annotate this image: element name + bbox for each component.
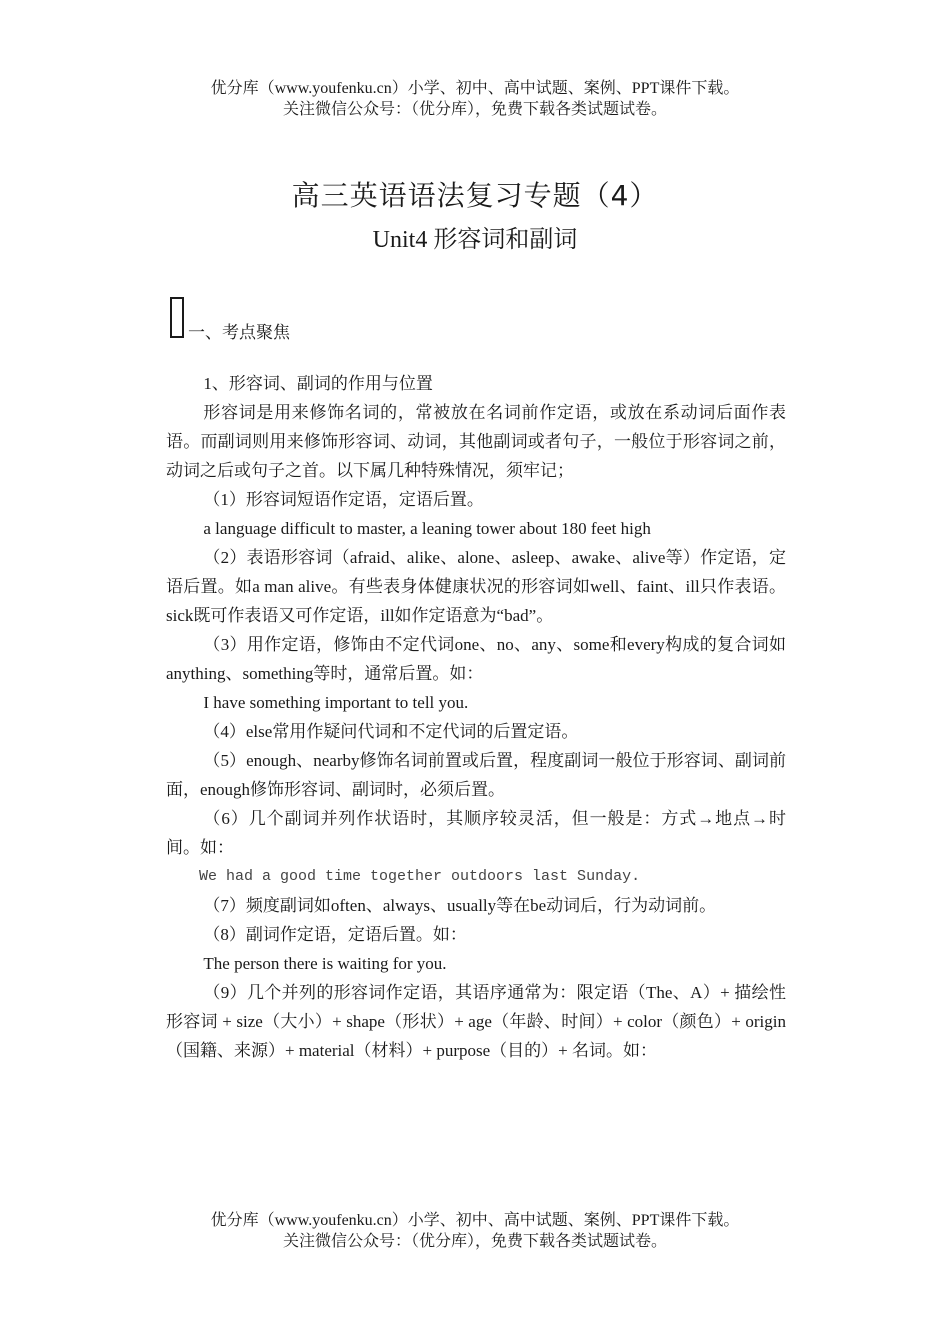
paragraph: （6）几个副词并列作状语时，其顺序较灵活，但一般是：方式→地点→时间。如： [166, 809, 786, 857]
document-subtitle: Unit4 形容词和副词 [372, 227, 578, 253]
paragraph: （8）副词作定语，定语后置。如： [203, 925, 467, 944]
page-footer [0, 1210, 950, 1252]
document-body [166, 369, 786, 1065]
paragraph: The person there is waiting for you. [203, 954, 447, 973]
paragraph: 形容词是用来修饰名词的，常被放在名词前作定语，或放在系动词后面作表语。而副词则用来修饰形容词、动词，其他副词或者句子，一般位于形容词之前，动词之后或句子之首。以下属几种特殊情况，须牢记； [166, 403, 786, 480]
paragraph: （1）形容词短语作定语，定语后置。 [203, 490, 484, 509]
paragraph: （5）enough、nearby修饰名词前置或后置，程度副词一般位于形容词、副词前面，enough修饰形容词、副词时，必须后置。 [166, 751, 786, 799]
header-line-2: 关注微信公众号：（优分库），免费下载各类试题试卷。 [282, 101, 667, 118]
paragraph: （7）频度副词如often、always、usually等在be动词后，行为动词前。 [203, 896, 717, 915]
paragraph: （4）else常用作疑问代词和不定代词的后置定语。 [203, 722, 579, 741]
footer-line-1: 优分库（www.youfenku.cn）小学、初中、高中试题、案例、PPT课件下载。 [210, 1212, 740, 1229]
footer-line-2: 关注微信公众号：（优分库），免费下载各类试题试卷。 [282, 1233, 667, 1250]
paragraph: We had a good time together outdoors last Sunday. [199, 868, 641, 885]
paragraph: （2）表语形容词（afraid、alike、alone、asleep、awake、alive等）作定语，定语后置。如a man alive。有些表身体健康状况的形容词如well、faint、ill只作表语。sick既可作表语又可作定语，ill如作定语意为“bad”。 [166, 548, 786, 625]
paragraph: I have something important to tell you. [203, 693, 469, 712]
document-title: 高三英语语法复习专题（4） [291, 179, 659, 212]
page-header [0, 78, 950, 120]
section-marker-box [170, 297, 184, 338]
paragraph: （9）几个并列的形容词作定语，其语序通常为：限定语（The、A）+ 描绘性形容词 + size（大小）+ shape（形状）+ age（年龄、时间）+ color（颜色）+ origin（国籍、来源）+ material（材料）+ purpose（目的）+ 名词。如： [166, 983, 786, 1060]
section-heading: 一、考点聚焦 [188, 323, 290, 342]
header-line-1: 优分库（www.youfenku.cn）小学、初中、高中试题、案例、PPT课件下载。 [210, 80, 740, 97]
paragraph: 1、形容词、副词的作用与位置 [203, 374, 433, 393]
paragraph: （3）用作定语，修饰由不定代词one、no、any、some和every构成的复合词如anything、something等时，通常后置。如： [166, 635, 786, 683]
paragraph: a language difficult to master, a leaning tower about 180 feet high [203, 519, 651, 538]
